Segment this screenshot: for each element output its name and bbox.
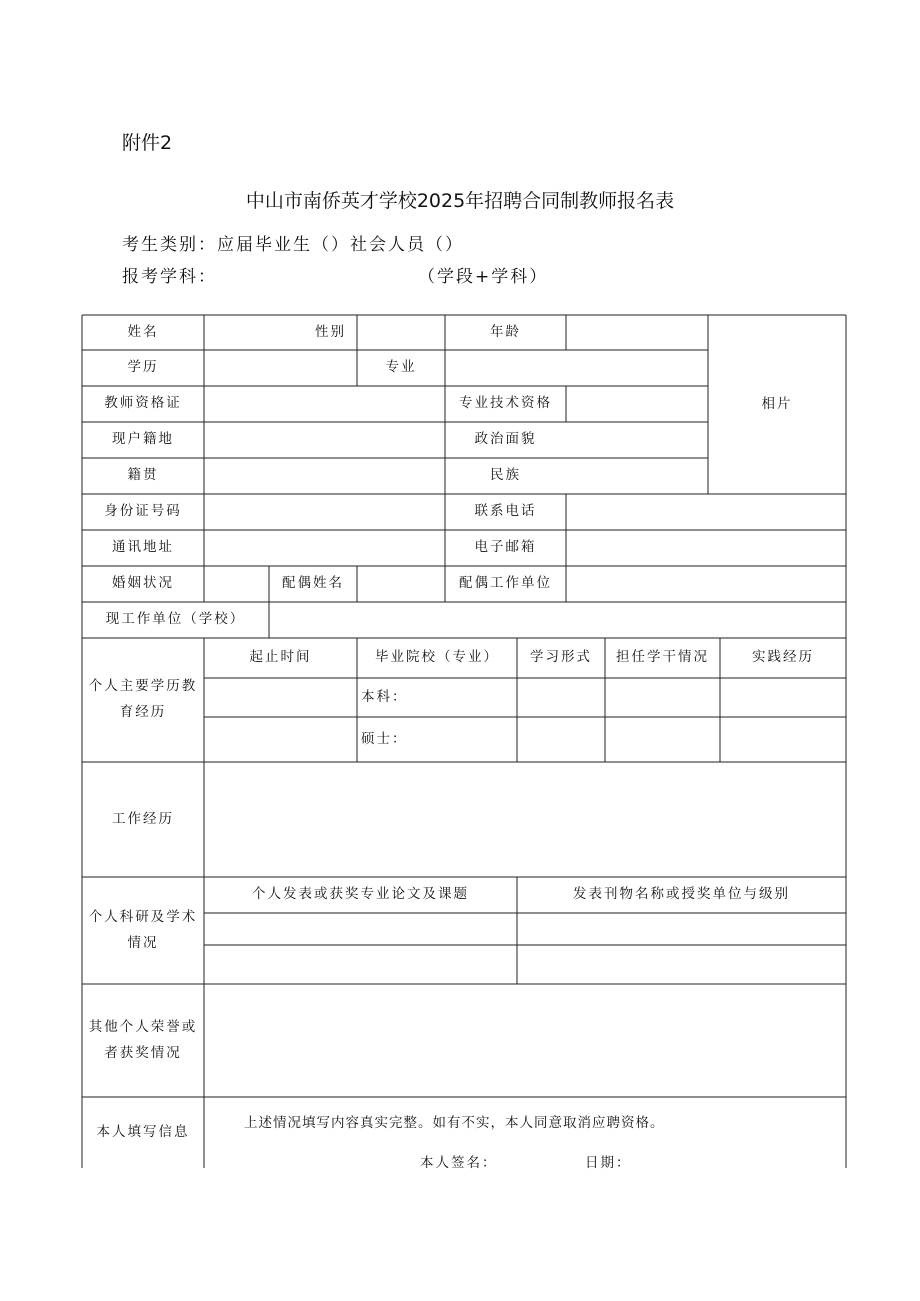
ethnicity-field[interactable]	[566, 458, 708, 494]
label-education-history: 个人主要学历教育经历	[88, 678, 198, 720]
address-field[interactable]	[204, 530, 445, 566]
label-tech-qual: 专业技术资格	[459, 395, 552, 412]
major-field[interactable]	[445, 350, 708, 386]
edu-row-master-label: 硕士：	[361, 730, 408, 747]
name-field[interactable]	[204, 315, 304, 350]
declaration-statement: 上述情况填写内容真实完整。如有不实，本人同意取消应聘资格。	[244, 1115, 665, 1131]
attachment-label: 附件2	[122, 132, 173, 154]
label-work-history: 工作经历	[112, 810, 174, 827]
native-place-field[interactable]	[204, 458, 445, 494]
label-ethnicity: 民族	[490, 467, 521, 484]
household-field[interactable]	[204, 422, 445, 458]
form-title: 中山市南侨英才学校2025年招聘合同制教师报名表	[245, 190, 675, 212]
work-history-field[interactable]	[204, 762, 846, 877]
label-teacher-cert: 教师资格证	[104, 395, 182, 412]
marital-field[interactable]	[204, 566, 269, 602]
label-household: 现户籍地	[112, 431, 174, 448]
research-header-papers: 个人发表或获奖专业论文及课题	[252, 886, 469, 903]
edu-header-school: 毕业院校（专业）	[375, 649, 499, 666]
edu-row-bachelor-label: 本科：	[361, 688, 408, 705]
label-age: 年龄	[490, 323, 521, 340]
label-current-employer: 现工作单位（学校）	[105, 611, 246, 628]
edu-header-study-form: 学习形式	[530, 649, 592, 666]
label-marital: 婚姻状况	[112, 575, 174, 592]
subject-hint: （学段+学科）	[418, 267, 549, 287]
label-declaration: 本人填写信息	[96, 1123, 190, 1140]
label-honors: 其他个人荣誉或者获奖情况	[88, 1018, 198, 1061]
signature-label: 本人签名：	[420, 1155, 498, 1171]
photo-box[interactable]: 相片	[761, 395, 793, 412]
label-name: 姓名	[127, 323, 159, 340]
label-phone: 联系电话	[474, 503, 537, 520]
label-research: 个人科研及学术情况	[88, 908, 198, 951]
education-field[interactable]	[204, 350, 357, 386]
label-education: 学历	[127, 359, 159, 376]
edu-header-practice: 实践经历	[752, 649, 814, 666]
political-field[interactable]	[566, 422, 708, 458]
gender-field[interactable]	[357, 315, 445, 350]
honors-field[interactable]	[204, 984, 846, 1097]
current-employer-field[interactable]	[269, 602, 846, 638]
tech-qual-field[interactable]	[566, 386, 708, 422]
subject-label: 报考学科：	[122, 267, 217, 287]
age-field[interactable]	[566, 315, 708, 350]
phone-field[interactable]	[566, 494, 846, 530]
label-political: 政治面貌	[474, 431, 537, 448]
label-address: 通讯地址	[112, 539, 174, 556]
spouse-name-field[interactable]	[357, 566, 445, 602]
label-email: 电子邮箱	[474, 539, 537, 556]
edu-header-student-leader: 担任学干情况	[616, 649, 709, 666]
label-major: 专业	[385, 359, 417, 376]
teacher-cert-field[interactable]	[204, 386, 445, 422]
label-gender: 性别	[315, 323, 346, 340]
label-spouse-name: 配偶姓名	[282, 575, 344, 592]
date-label: 日期：	[585, 1155, 632, 1171]
spouse-employer-field[interactable]	[566, 566, 846, 602]
candidate-category-line: 考生类别：应届毕业生（）社会人员（）	[122, 235, 464, 255]
email-field[interactable]	[566, 530, 846, 566]
id-number-field[interactable]	[204, 494, 445, 530]
research-header-publication: 发表刊物名称或授奖单位与级别	[573, 886, 790, 903]
label-id-number: 身份证号码	[104, 503, 182, 520]
label-spouse-employer: 配偶工作单位	[459, 575, 552, 592]
label-native-place: 籍贯	[127, 467, 159, 484]
edu-header-period: 起止时间	[249, 649, 312, 666]
